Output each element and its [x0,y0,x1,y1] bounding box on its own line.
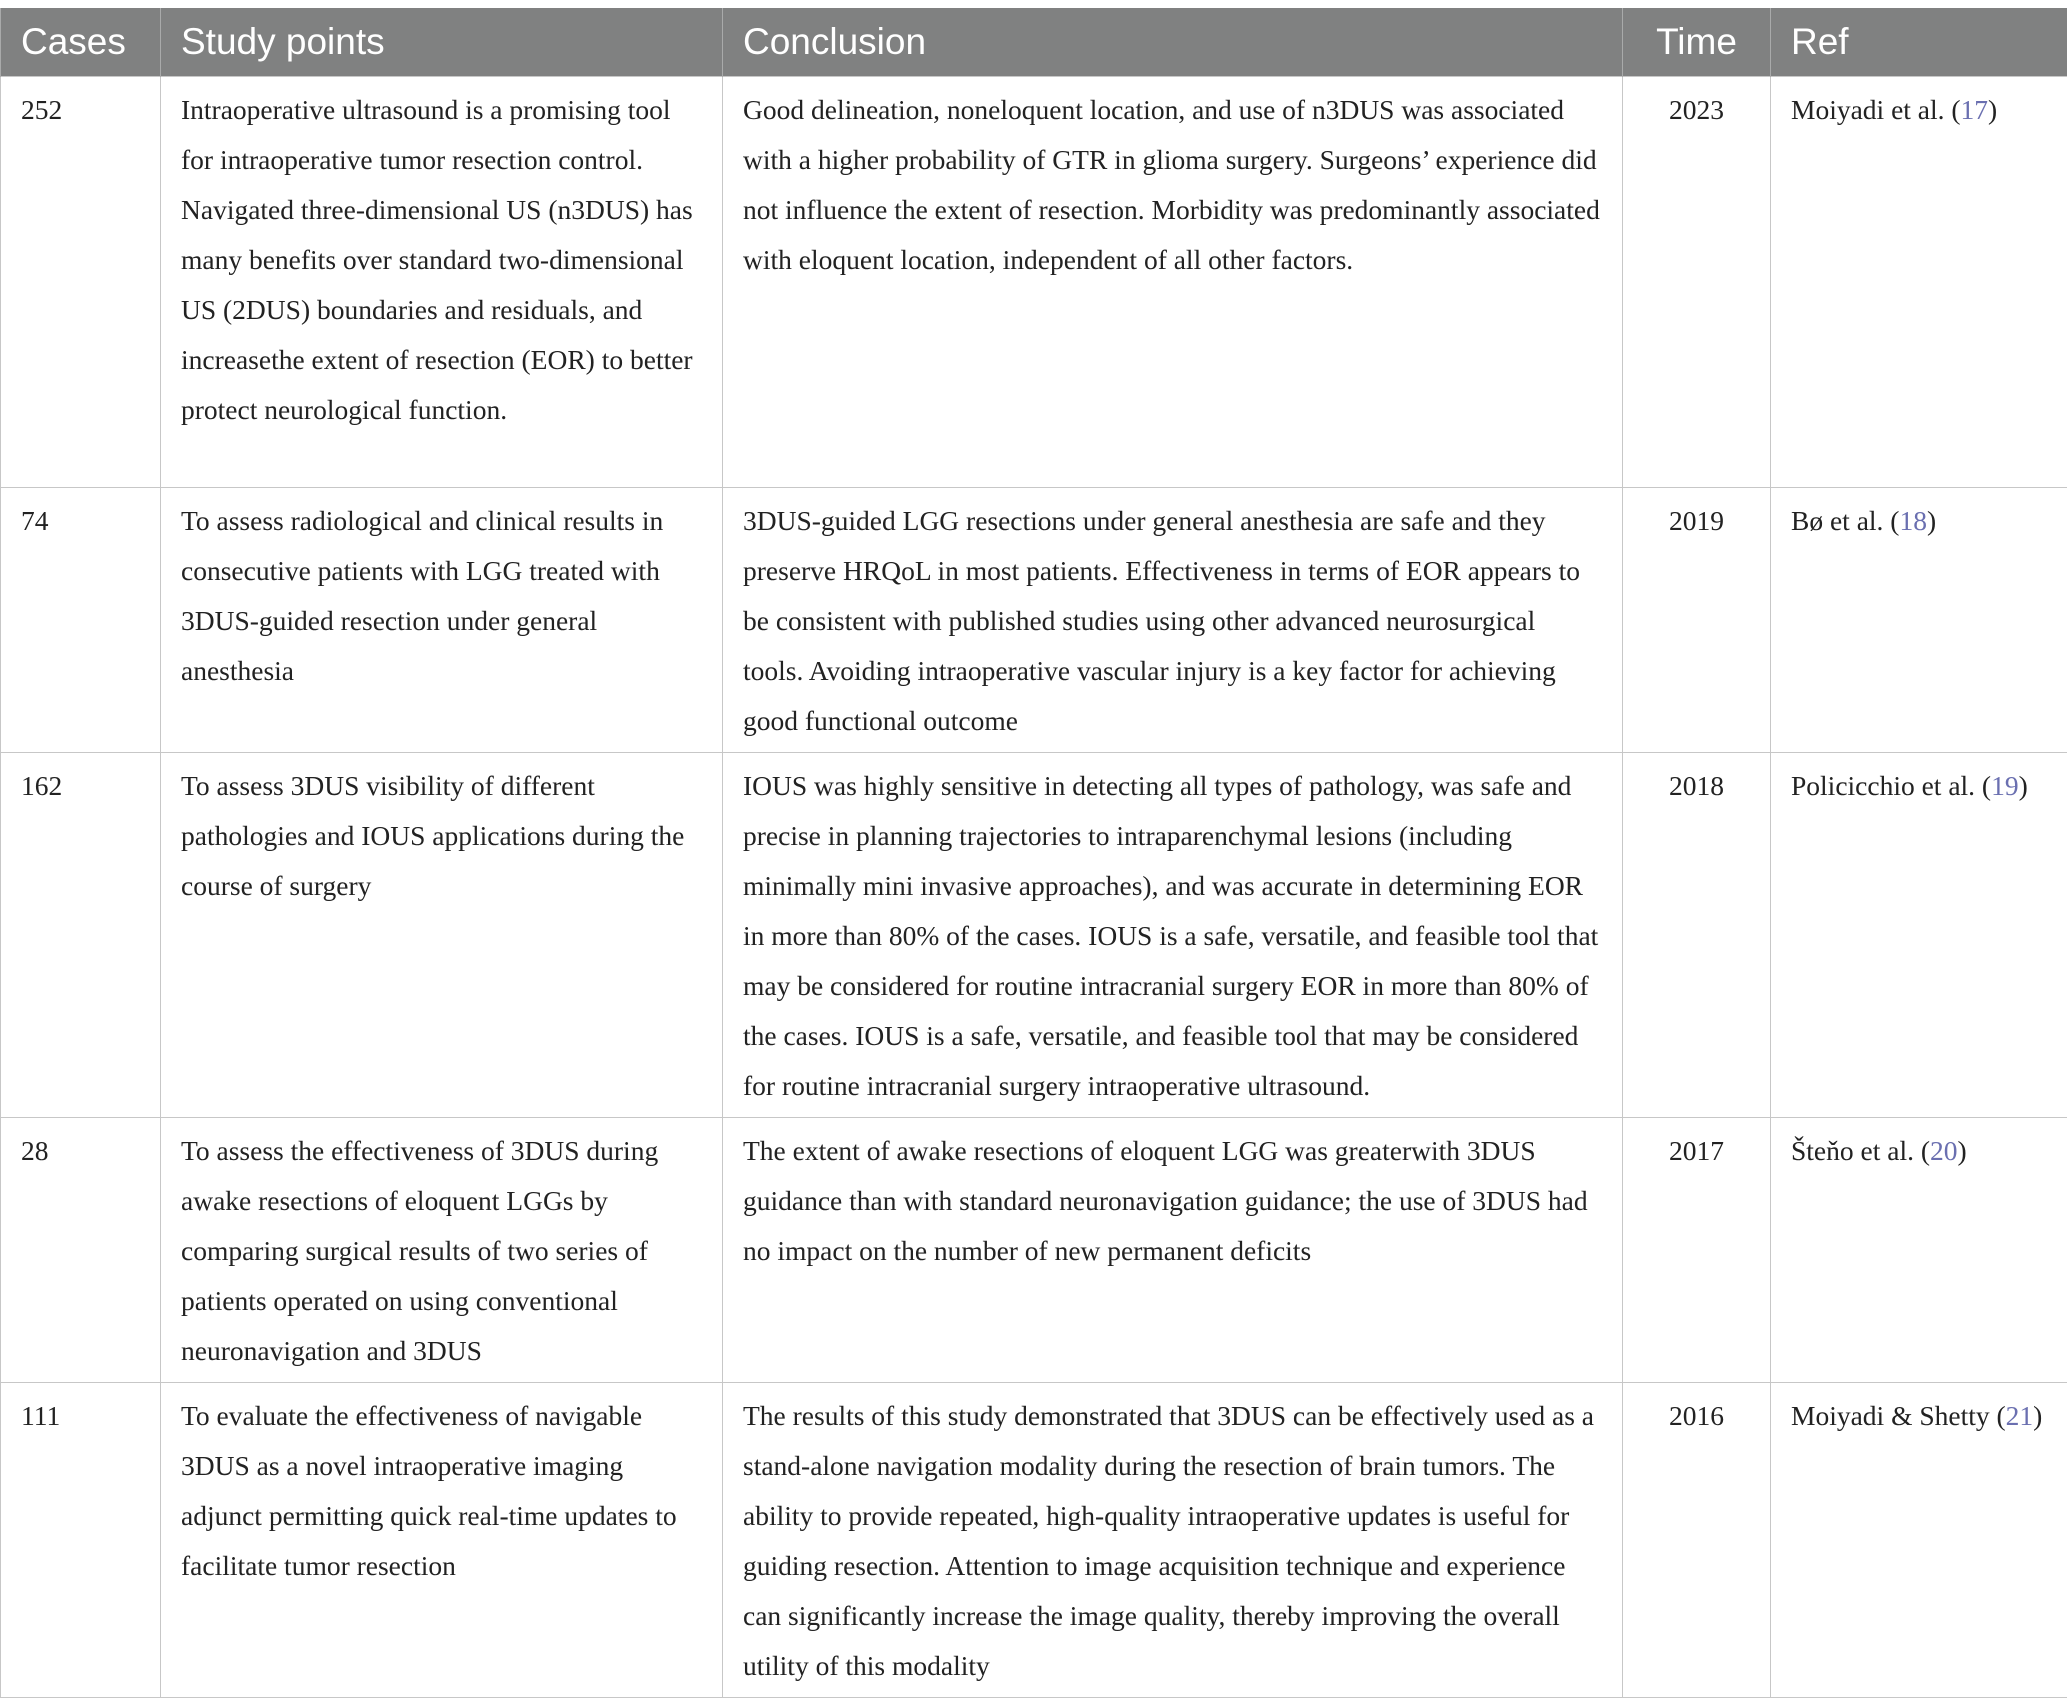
cell-conclusion: Good delineation, noneloquent location, and use of n3DUS was associated with a higher probability of GTR in glioma surgery. Surgeons’ experience did not influence the extent of resection. Morbidity was predominantly associated with eloquent location, independent of all other factors. [723,77,1623,488]
table-row [1,77,2067,488]
cell-conclusion: The extent of awake resections of eloquent LGG was greaterwith 3DUS guidance than with standard neuronavigation guidance; the use of 3DUS had no impact on the number of new permanent deficits [723,1118,1623,1383]
ref-author: Bø et al. ( [1791,505,1900,536]
table-row [1,1383,2067,1698]
cell-time: 2018 [1623,753,1771,1118]
cell-cases: 252 [1,77,161,488]
ref-link[interactable]: 17 [1960,94,1989,125]
table-header [1,8,2067,77]
table-row [1,753,2067,1118]
ref-close-paren: ) [1926,505,1937,536]
cell-ref [1771,77,2067,488]
header-time: Time [1623,8,1771,77]
studies-table [0,8,2067,1698]
cell-study-points: To assess the effectiveness of 3DUS during awake resections of eloquent LGGs by comparing surgical results of two series of patients operated on using conventional neuronavigation and 3DUS [161,1118,723,1383]
ref-close-paren: ) [2018,770,2028,801]
ref-author: Šteňo et al. ( [1791,1135,1930,1166]
header-conclusion: Conclusion [723,8,1623,77]
ref-author: Policicchio et al. ( [1791,770,1992,801]
ref-link[interactable]: 20 [1930,1135,1958,1166]
ref-author: Moiyadi & Shetty ( [1791,1400,2006,1431]
cell-time: 2023 [1623,77,1771,488]
studies-table-container [0,8,2067,1698]
ref-close-paren: ) [1988,94,1998,125]
cell-ref [1771,753,2067,1118]
cell-study-points: To assess 3DUS visibility of different pathologies and IOUS applications during the course of surgery [161,753,723,1118]
cell-cases: 111 [1,1383,161,1698]
cell-time: 2017 [1623,1118,1771,1383]
cell-ref [1771,488,2067,753]
ref-close-paren: ) [1957,1135,1967,1166]
table-row [1,1118,2067,1383]
cell-conclusion: The results of this study demonstrated that 3DUS can be effectively used as a stand-alone navigation modality during the resection of brain tumors. The ability to provide repeated, high-quality intraoperative updates is useful for guiding resection. Attention to image acquisition technique and experience can significantly increase the image quality, thereby improving the overall utility of this modality [723,1383,1623,1698]
header-ref: Ref [1771,8,2067,77]
header-study-points: Study points [161,8,723,77]
cell-ref [1771,1118,2067,1383]
cell-ref [1771,1383,2067,1698]
cell-time: 2019 [1623,488,1771,753]
ref-link[interactable]: 21 [2005,1400,2034,1431]
ref-author: Moiyadi et al. ( [1791,94,1961,125]
cell-study-points: To evaluate the effectiveness of navigable 3DUS as a novel intraoperative imaging adjunct permitting quick real-time updates to facilitate tumor resection [161,1383,723,1698]
table-body [1,77,2067,1698]
table-row [1,488,2067,753]
cell-cases: 28 [1,1118,161,1383]
ref-link[interactable]: 19 [1991,770,2019,801]
cell-study-points: To assess radiological and clinical results in consecutive patients with LGG treated with 3DUS-guided resection under general anesthesia [161,488,723,753]
ref-close-paren: ) [2033,1400,2043,1431]
cell-time: 2016 [1623,1383,1771,1698]
cell-cases: 74 [1,488,161,753]
cell-cases: 162 [1,753,161,1118]
cell-study-points: Intraoperative ultrasound is a promising tool for intraoperative tumor resection control. Navigated three-dimensional US (n3DUS) has many benefits over standard two-dimensional US (2DUS) boundaries and residuals, and increasethe extent of resection (EOR) to better protect neurological function. [161,77,723,488]
header-row [1,8,2067,77]
ref-link[interactable]: 18 [1899,505,1927,536]
cell-conclusion: 3DUS-guided LGG resections under general anesthesia are safe and they preserve HRQoL in most patients. Effectiveness in terms of EOR appears to be consistent with published studies using other advanced neurosurgical tools. Avoiding intraoperative vascular injury is a key factor for achieving good functional outcome [723,488,1623,753]
cell-conclusion: IOUS was highly sensitive in detecting all types of pathology, was safe and precise in planning trajectories to intraparenchymal lesions (including minimally mini invasive approaches), and was accurate in determining EOR in more than 80% of the cases. IOUS is a safe, versatile, and feasible tool that may be considered for routine intracranial surgery EOR in more than 80% of the cases. IOUS is a safe, versatile, and feasible tool that may be considered for routine intracranial surgery intraoperative ultrasound. [723,753,1623,1118]
header-cases: Cases [1,8,161,77]
